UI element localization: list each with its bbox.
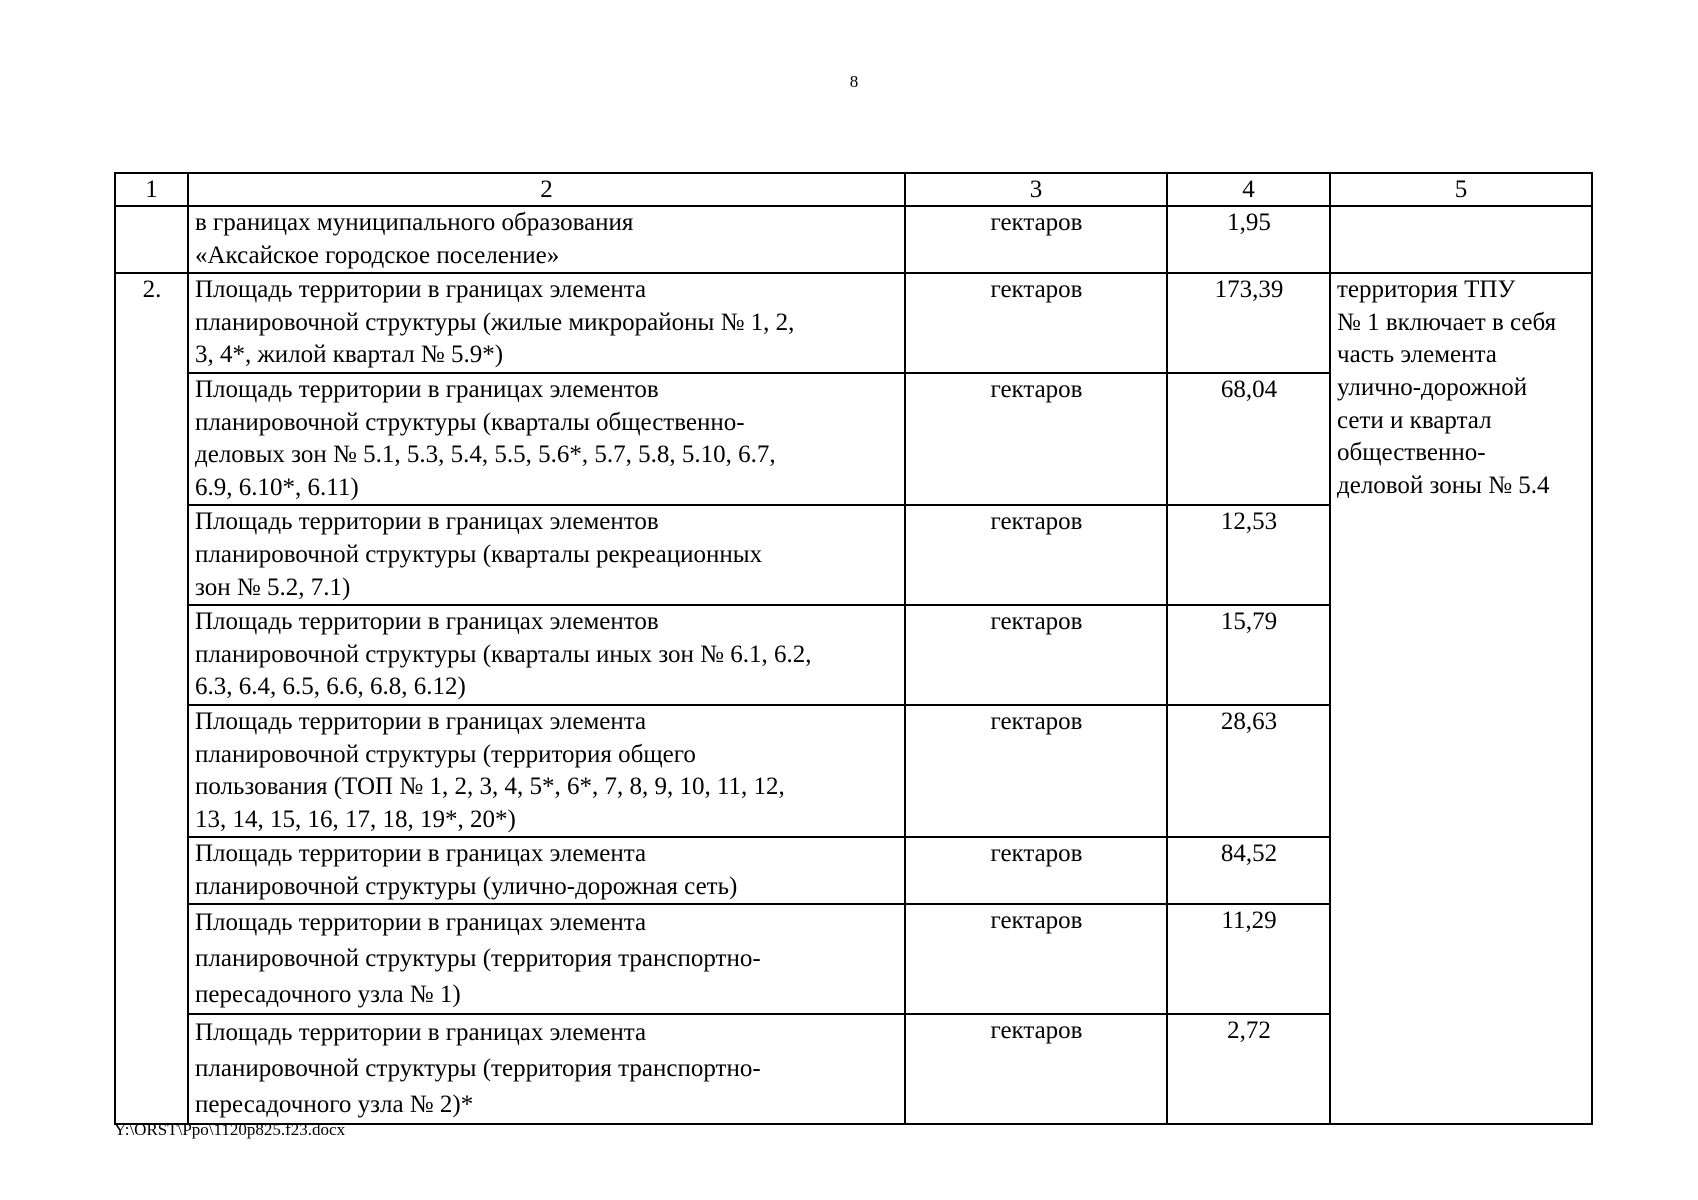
row-number: [115, 206, 188, 273]
row-unit: гектаров: [905, 505, 1167, 605]
description-text: Площадь территории в границах элемента планировочной структуры (территория транспортно- пересадочного узла № 1): [195, 909, 761, 1009]
description-text: в границах муниципального образования «Аксайское городское поселение»: [195, 209, 634, 269]
row-note: [1330, 273, 1592, 1124]
area-table: [114, 172, 1593, 1125]
row-description: [188, 206, 905, 273]
file-path-footer: Y:\ORST\Ppo\1120p825.f23.docx: [114, 1120, 346, 1139]
row-description: [188, 837, 905, 904]
header-cell-5: 5: [1330, 173, 1592, 206]
row-description: [188, 705, 905, 837]
row-value: 1,95: [1167, 206, 1330, 273]
table-header-row: [115, 173, 1592, 206]
header-cell-1: 1: [115, 173, 188, 206]
row-unit: гектаров: [905, 904, 1167, 1014]
description-text: Площадь территории в границах элемента планировочной структуры (улично-дорожная сеть): [195, 840, 738, 900]
header-cell-2: 2: [188, 173, 905, 206]
description-text: Площадь территории в границах элементов планировочной структуры (кварталы общественно- деловых зон № 5.1, 5.3, 5.4, 5.5, 5.6*, 5.7, 5.8, 5.10, 6.7, 6.9, 6.10*, 6.11): [195, 375, 776, 501]
page-number: 8: [849, 72, 859, 91]
row-unit: гектаров: [905, 837, 1167, 904]
description-text: Площадь территории в границах элементов планировочной структуры (кварталы рекреационных зон № 5.2, 7.1): [195, 508, 763, 601]
description-text: Площадь территории в границах элемента планировочной структуры (жилые микрорайоны № 1, 2, 3, 4*, жилой квартал № 5.9*): [195, 276, 795, 369]
row-description: [188, 273, 905, 373]
row-value: 12,53: [1167, 505, 1330, 605]
row-value: 11,29: [1167, 904, 1330, 1014]
row-value: 68,04: [1167, 373, 1330, 505]
row-unit: гектаров: [905, 206, 1167, 273]
row-description: [188, 505, 905, 605]
row-unit: гектаров: [905, 605, 1167, 705]
row-value: 15,79: [1167, 605, 1330, 705]
row-unit: гектаров: [905, 705, 1167, 837]
row-description: [188, 373, 905, 505]
header-cell-3: 3: [905, 173, 1167, 206]
row-note: [1330, 206, 1592, 273]
row-unit: гектаров: [905, 1014, 1167, 1124]
row-unit: гектаров: [905, 273, 1167, 373]
row-description: [188, 605, 905, 705]
row-description: [188, 1014, 905, 1124]
description-text: Площадь территории в границах элементов планировочной структуры (кварталы иных зон № 6.1, 6.2, 6.3, 6.4, 6.5, 6.6, 6.8, 6.12): [195, 608, 812, 701]
row-value: 2,72: [1167, 1014, 1330, 1124]
row-value: 173,39: [1167, 273, 1330, 373]
table-row: [115, 273, 1592, 373]
description-text: Площадь территории в границах элемента планировочной структуры (территория общего пользования (ТОП № 1, 2, 3, 4, 5*, 6*, 7, 8, 9, 10, 11, 12, 13, 14, 15, 16, 17, 18, 19*, 20*): [195, 707, 785, 833]
row-value: 28,63: [1167, 705, 1330, 837]
row-description: [188, 904, 905, 1014]
row-value: 84,52: [1167, 837, 1330, 904]
description-text: Площадь территории в границах элемента планировочной структуры (территория транспортно- пересадочного узла № 2)*: [195, 1019, 761, 1119]
row-unit: гектаров: [905, 373, 1167, 505]
header-cell-4: 4: [1167, 173, 1330, 206]
table-row: [115, 206, 1592, 273]
row-number: 2.: [115, 273, 188, 1124]
note-text: территория ТПУ № 1 включает в себя часть элемента улично-дорожной сети и квартал общественно- деловой зоны № 5.4: [1337, 276, 1557, 499]
